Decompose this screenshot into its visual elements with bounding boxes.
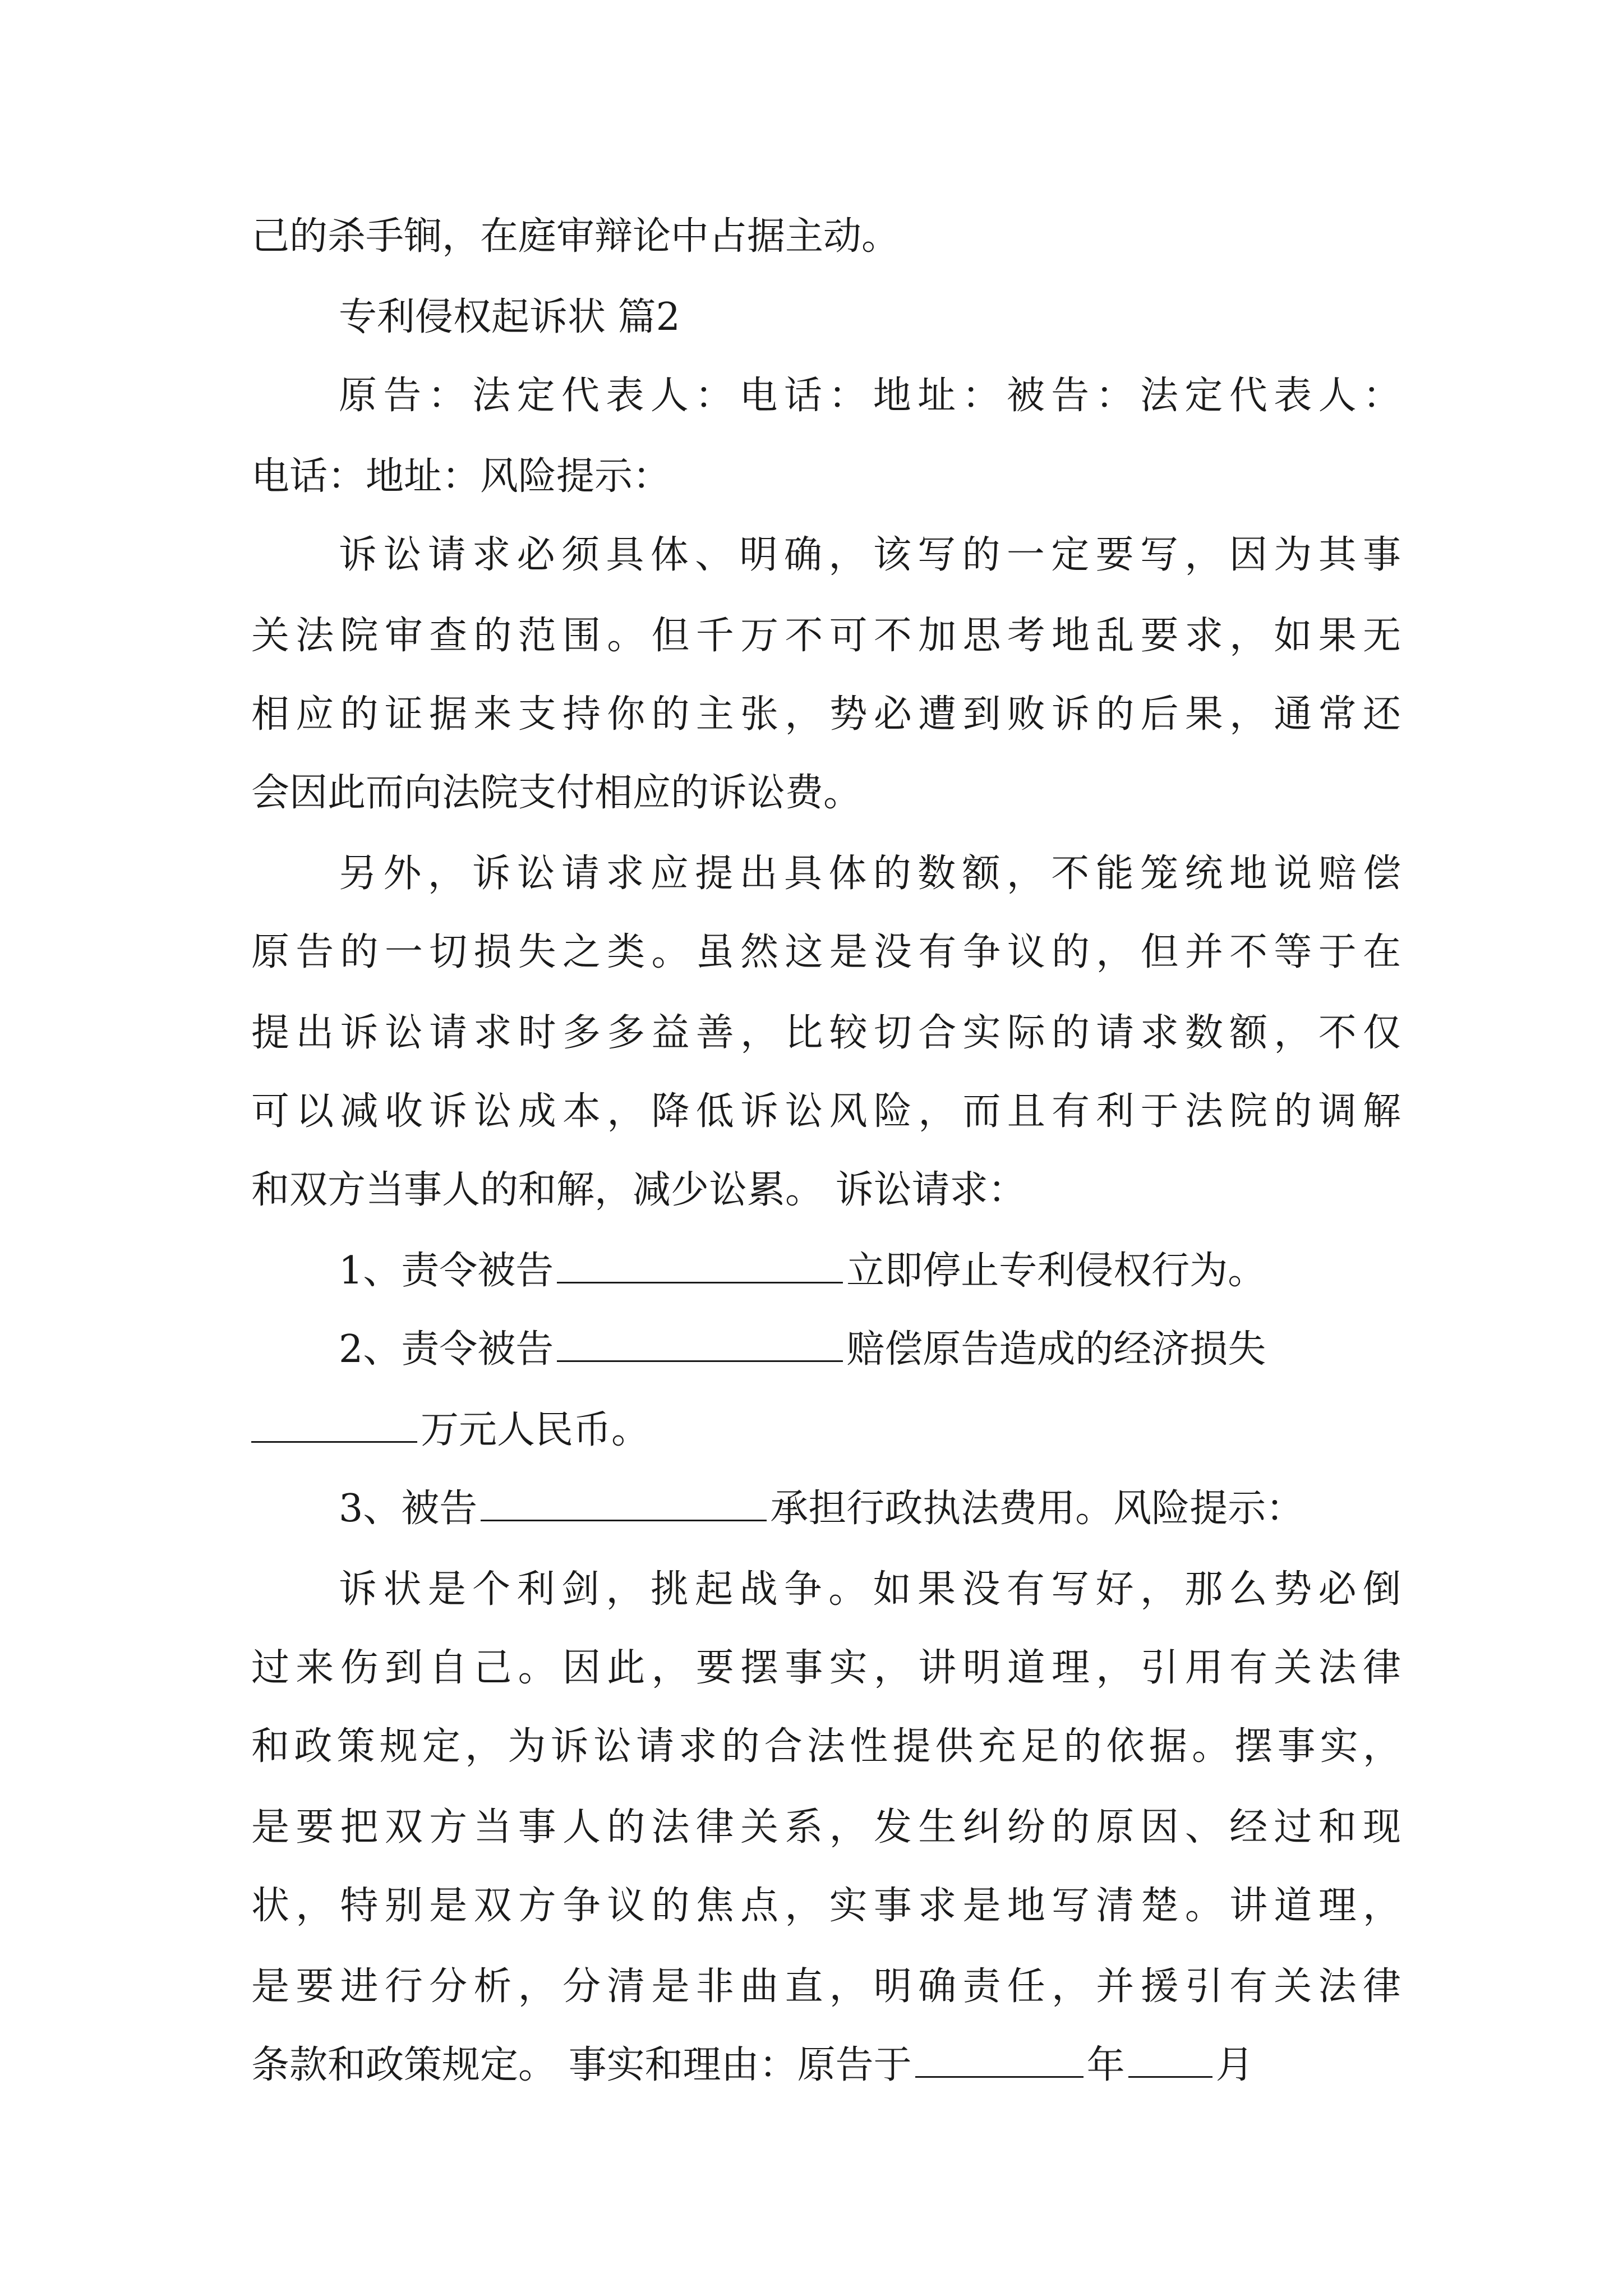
claim-item-2-suffix: 赔偿原告造成的经济损失 [846, 1327, 1266, 1372]
paragraph-line [251, 2043, 1401, 2087]
paragraph-line [339, 852, 1401, 896]
line-text: 关法院审查的范围。但千万不可不加思考地乱要求，如果无 [251, 614, 1401, 658]
line-text: 相应的证据来支持你的主张，势必遭到败诉的后果，通常还 [251, 692, 1401, 737]
line-text: 原告：法定代表人：电话：地址：被告：法定代表人： [339, 374, 1401, 418]
paragraph-line [251, 1805, 1401, 1849]
paragraph-line [251, 1964, 1401, 2009]
claim-item-2 [339, 1327, 1401, 1372]
line-text: 可以减收诉讼成本，降低诉讼风险，而且有利于法院的调解 [251, 1089, 1401, 1134]
claim-item-1-prefix: 1、责令被告 [339, 1249, 554, 1293]
fill-blank [251, 1441, 417, 1443]
line-text: 会因此而向法院支付相应的诉讼费。 [251, 771, 862, 815]
line-text: 提出诉讼请求时多多益善，比较切合实际的请求数额，不仅 [251, 1011, 1401, 1055]
year-label: 年 [1086, 2043, 1125, 2087]
paragraph-line [251, 614, 1401, 658]
claim-item-3-suffix: 承担行政执法费用。风险提示： [770, 1487, 1304, 1531]
claim-item-3 [339, 1487, 1401, 1531]
fill-blank [557, 1360, 843, 1362]
line-text: 状，特别是双方争议的焦点，实事求是地写清楚。讲道理， [251, 1884, 1401, 1928]
line-text: 是要进行分析，分清是非曲直，明确责任，并援引有关法律 [251, 1964, 1401, 2009]
paragraph-line [251, 1724, 1401, 1769]
paragraph-line [251, 692, 1401, 737]
line-text: 原告的一切损失之类。虽然这是没有争议的，但并不等于在 [251, 930, 1401, 974]
line-text: 和政策规定，为诉讼请求的合法性提供充足的依据。摆事实， [251, 1724, 1401, 1769]
paragraph-line [251, 454, 1401, 499]
paragraph-line [251, 930, 1401, 974]
paragraph-line [251, 1884, 1401, 1928]
line-text: 电话：地址：风险提示： [251, 454, 671, 499]
fill-blank [915, 2076, 1083, 2078]
paragraph-line [339, 533, 1401, 577]
paragraph-line [339, 1567, 1401, 1612]
line-text: 和双方当事人的和解，减少讼累。 诉讼请求： [251, 1168, 1026, 1212]
claim-item-1 [339, 1249, 1401, 1293]
paragraph-line [251, 214, 1401, 259]
line-text: 己的杀手锏，在庭审辩论中占据主动。 [251, 214, 900, 259]
paragraph-line [339, 374, 1401, 418]
month-label: 月 [1215, 2043, 1254, 2087]
fill-blank [557, 1281, 843, 1283]
fill-blank [1128, 2076, 1212, 2078]
section-heading [339, 295, 1401, 339]
fill-blank [481, 1519, 767, 1521]
claim-item-1-suffix: 立即停止专利侵权行为。 [846, 1249, 1266, 1293]
paragraph-line [251, 1011, 1401, 1055]
line-text: 过来伤到自己。因此，要摆事实，讲明道理，引用有关法律 [251, 1646, 1401, 1690]
claim-item-2-prefix: 2、责令被告 [339, 1327, 554, 1372]
section-heading-text: 专利侵权起诉状 篇2 [339, 295, 680, 339]
claim-item-3-prefix: 3、被告 [339, 1487, 478, 1531]
line-text: 诉状是个利剑，挑起战争。如果没有写好，那么势必倒 [339, 1567, 1401, 1612]
claim-item-2-continued [251, 1408, 1401, 1452]
paragraph-line [251, 1089, 1401, 1134]
line-text: 是要把双方当事人的法律关系，发生纠纷的原因、经过和现 [251, 1805, 1401, 1849]
paragraph-line [251, 1646, 1401, 1690]
paragraph-line [251, 1168, 1401, 1212]
line-text: 另外，诉讼请求应提出具体的数额，不能笼统地说赔偿 [339, 852, 1401, 896]
claim-item-2-amount-unit: 万元人民币。 [421, 1408, 650, 1452]
paragraph-line [251, 771, 1401, 815]
line-text: 条款和政策规定。 事实和理由：原告于 [251, 2043, 912, 2087]
line-text: 诉讼请求必须具体、明确，该写的一定要写，因为其事 [339, 533, 1401, 577]
